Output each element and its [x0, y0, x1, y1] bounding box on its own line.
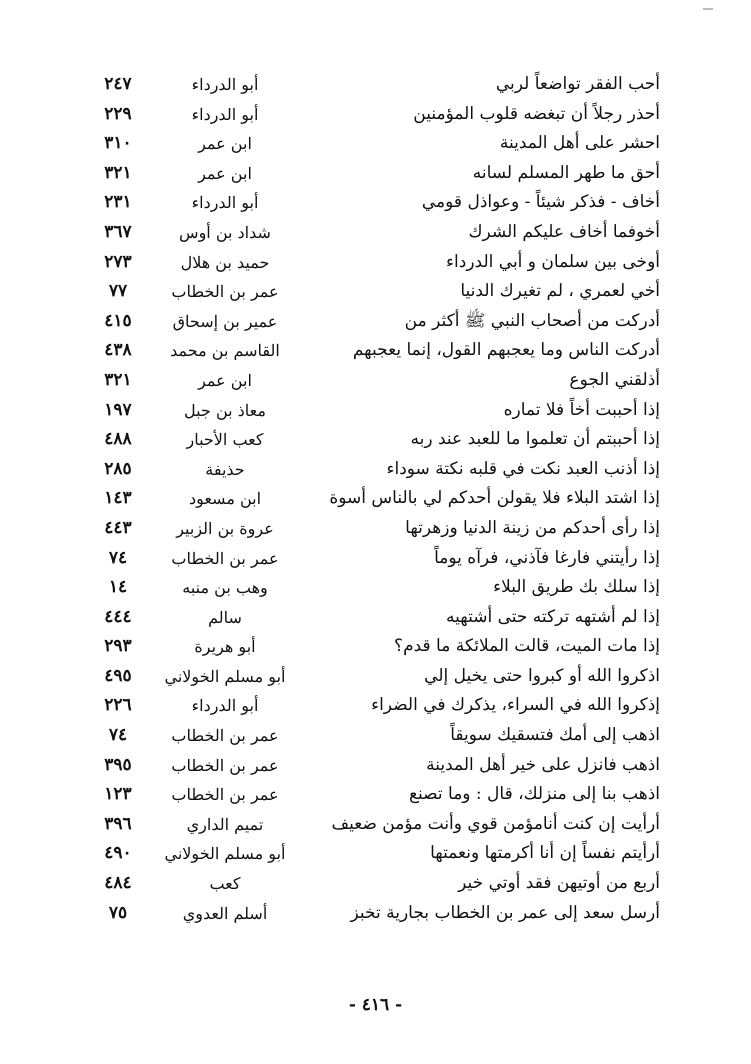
index-row	[90, 603, 660, 633]
entry-page-number: ٣٢١	[104, 162, 132, 183]
entry-page-number: ٧٤	[108, 725, 128, 746]
entry-page-number: ١٢٣	[104, 784, 132, 805]
entry-narrator: أبو مسلم الخولاني	[164, 844, 286, 864]
entry-narrator: تميم الداري	[186, 814, 264, 834]
entry-page-number: ٣٩٦	[104, 813, 132, 834]
entry-page-number: ٤٤٤	[104, 606, 132, 627]
index-row	[90, 396, 660, 426]
entry-narrator: ابن مسعود	[188, 489, 262, 509]
entry-page-number: ٤٤٣	[104, 517, 132, 538]
entry-narrator: عروة بن الزبير	[176, 518, 274, 538]
entry-text: أوخى بين سلمان و أبي الدرداء	[446, 251, 660, 272]
index-row	[90, 100, 660, 130]
index-row	[90, 573, 660, 603]
entry-text: إذا اشتد البلاء فلا يقولن أحدكم لي بالناس أسوة	[329, 488, 660, 509]
entry-narrator: عمر بن الخطاب	[171, 726, 279, 746]
entry-page-number: ٣٦٧	[104, 221, 132, 242]
page-number: - ٤١٦ -	[348, 995, 403, 1015]
index-row	[90, 780, 660, 810]
entry-page-number: ٢٧٣	[104, 251, 132, 272]
index-row	[90, 484, 660, 514]
index-row	[90, 662, 660, 692]
index-row	[90, 248, 660, 278]
entry-narrator: عمير بن إسحاق	[172, 311, 278, 331]
entry-page-number: ٣٢١	[104, 369, 132, 390]
entry-text: إذا رأيتني فارغا فآذني، فرآه يوماً	[434, 547, 660, 568]
entry-text: إذا رأى أحدكم من زينة الدنيا وزهرتها	[405, 517, 660, 538]
entry-narrator: كعب الأحبار	[186, 430, 264, 450]
entry-narrator: سالم	[208, 607, 242, 627]
index-row	[90, 425, 660, 455]
entry-text: أخاف - فذكر شيئاً - وعواذل قومي	[421, 192, 660, 213]
entry-page-number: ٢٩٣	[104, 636, 132, 657]
entry-page-number: ١٤٣	[104, 488, 132, 509]
entry-page-number: ٢٣١	[104, 192, 132, 213]
entry-narrator: كعب	[209, 874, 241, 894]
index-row	[90, 129, 660, 159]
entry-narrator: ابن عمر	[198, 134, 252, 154]
entry-page-number: ٢٨٥	[104, 458, 132, 479]
entry-narrator: القاسم بن محمد	[170, 341, 280, 361]
entry-text: أدركت من أصحاب النبي ﷺ أكثر من	[404, 310, 660, 331]
entry-page-number: ٤٩٥	[104, 665, 132, 686]
entry-narrator: ابن عمر	[198, 370, 252, 390]
index-row	[90, 810, 660, 840]
entry-text: أرسل سعد إلى عمر بن الخطاب بجارية تخبز	[350, 902, 660, 923]
entry-text: إذا سلك بك طريق البلاء	[493, 577, 660, 598]
entry-page-number: ٢٢٦	[104, 695, 132, 716]
entry-page-number: ٤٨٨	[104, 429, 132, 450]
entry-page-number: ٧٥	[108, 902, 128, 923]
entry-text: أرأيتم نفساً إن أنا أكرمتها ونعمتها	[430, 843, 660, 864]
index-row	[90, 514, 660, 544]
index-row	[90, 455, 660, 485]
entry-page-number: ٤٨٤	[104, 873, 132, 894]
index-row	[90, 839, 660, 869]
index-row	[90, 632, 660, 662]
entry-narrator: أبو هريرة	[194, 637, 256, 657]
entry-text: اذكروا الله أو كبروا حتى يخيل إلي	[424, 665, 660, 686]
index-row	[90, 277, 660, 307]
entry-narrator: أبو الدرداء	[191, 193, 259, 213]
index-row	[90, 307, 660, 337]
entry-text: إذا أحببت أخاً فلا تماره	[503, 399, 660, 420]
index-row	[90, 721, 660, 751]
entry-text: إذا أذنب العبد نكت في قلبه نكتة سوداء	[386, 458, 660, 479]
entry-narrator: عمر بن الخطاب	[171, 785, 279, 805]
entry-narrator: حميد بن هلال	[180, 252, 270, 272]
entry-text: اذهب إلى أمك فتسقيك سويقاً	[450, 725, 660, 746]
entry-text: إذا أحببتم أن تعلموا ما للعبد عند ربه	[410, 429, 660, 450]
index-row	[90, 159, 660, 189]
entry-page-number: ٤٣٨	[104, 340, 132, 361]
entry-narrator: أبو الدرداء	[191, 104, 259, 124]
entry-page-number: ٣٩٥	[104, 754, 132, 775]
entry-narrator: أسلم العدوي	[182, 903, 268, 923]
scan-mark	[703, 8, 713, 10]
entry-page-number: ٢٤٧	[104, 74, 132, 94]
entry-text: اذهب بنا إلى منزلك، قال : وما تصنع	[408, 784, 660, 805]
entry-text: إذا لم أشتهه تركته حتى أشتهيه	[445, 606, 660, 627]
index-row	[90, 544, 660, 574]
entry-narrator: أبو الدرداء	[191, 696, 259, 716]
entry-page-number: ٤١٥	[104, 310, 132, 331]
entry-narrator: حذيفة	[205, 459, 245, 479]
entry-narrator: عمر بن الخطاب	[171, 548, 279, 568]
entry-narrator: وهب بن منبه	[182, 578, 268, 598]
entry-text: أحق ما طهر المسلم لسانه	[472, 162, 660, 183]
entry-text: احشر على أهل المدينة	[499, 133, 660, 154]
entry-narrator: ابن عمر	[198, 163, 252, 183]
index-table	[90, 70, 660, 928]
entry-page-number: ٤٩٠	[104, 843, 132, 864]
entry-text: أذلقني الجوع	[569, 369, 660, 390]
index-row	[90, 70, 660, 100]
entry-text: اذهب فانزل على خير أهل المدينة	[426, 754, 660, 775]
entry-page-number: ١٤	[108, 577, 128, 598]
entry-narrator: عمر بن الخطاب	[171, 282, 279, 302]
index-row	[90, 899, 660, 929]
entry-narrator: عمر بن الخطاب	[171, 755, 279, 775]
entry-page-number: ٧٤	[108, 547, 128, 568]
entry-text: أرأيت إن كنت أنامؤمن قوي وأنت مؤمن ضعيف	[331, 813, 660, 834]
entry-text: إذا مات الميت، قالت الملائكة ما قدم؟	[394, 636, 660, 657]
entry-text: إذكروا الله في السراء، يذكرك في الضراء	[371, 695, 660, 716]
entry-page-number: ٢٢٩	[104, 103, 132, 124]
index-row	[90, 366, 660, 396]
entry-text: أحب الفقر تواضعاً لربي	[495, 74, 660, 94]
entry-narrator: أبو الدرداء	[191, 75, 259, 94]
index-row	[90, 218, 660, 248]
entry-narrator: معاذ بن جبل	[184, 400, 266, 420]
entry-text: أخوفما أخاف عليكم الشرك	[468, 221, 660, 242]
index-row	[90, 691, 660, 721]
entry-text: أخي لعمري ، لم تغيرك الدنيا	[460, 281, 660, 302]
entry-narrator: أبو مسلم الخولاني	[164, 666, 286, 686]
index-row	[90, 188, 660, 218]
index-row	[90, 751, 660, 781]
index-row	[90, 869, 660, 899]
entry-text: أربع من أوتيهن فقد أوتي خير	[458, 873, 660, 894]
index-row	[90, 336, 660, 366]
entry-text: أحذر رجلاً أن تبغضه قلوب المؤمنين	[413, 103, 660, 124]
entry-page-number: ١٩٧	[104, 399, 132, 420]
entry-page-number: ٣١٠	[104, 133, 132, 154]
entry-text: أدركت الناس وما يعجبهم القول، إنما يعجبهم	[352, 340, 660, 361]
entry-page-number: ٧٧	[108, 281, 128, 302]
entry-narrator: شداد بن أوس	[179, 222, 271, 242]
